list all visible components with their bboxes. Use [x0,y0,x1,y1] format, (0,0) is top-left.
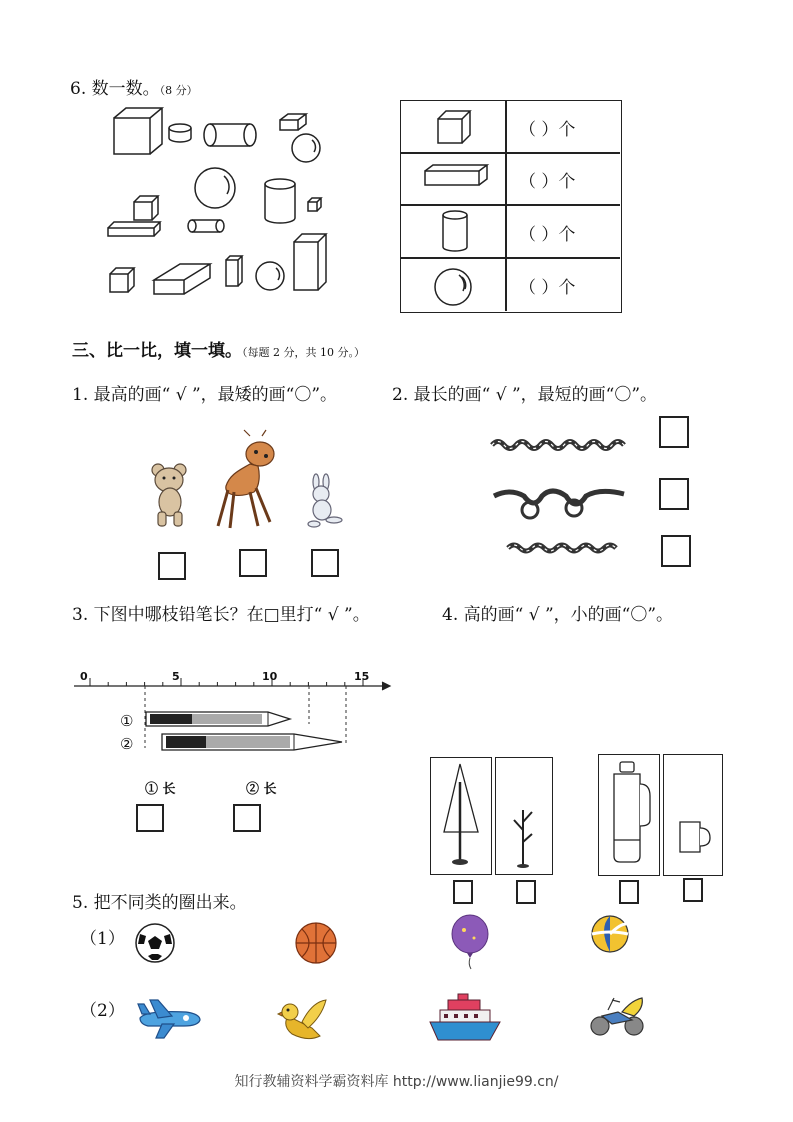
airplane-icon[interactable] [136,996,202,1040]
section6-points: （8 分） [159,84,198,97]
count-answer-cylinder: （ ）个 [519,225,576,245]
volleyball-icon[interactable] [590,914,630,954]
answer-box-tall-tree[interactable] [453,880,473,904]
fawn-icon [210,430,288,530]
question-2: 2. 最长的画“ √ ”，最短的画“〇”。 [392,385,658,405]
section3-points: （每题 2 分，共 10 分。） [242,346,365,359]
question-5: 5. 把不同类的圈出来。 [72,893,247,913]
motorcycle-icon[interactable] [588,994,646,1038]
answer-box-short-tree[interactable] [516,880,536,904]
footer-watermark: 知行教辅资料学霸资料库 http://www.lianjie99.cn/ [234,1074,559,1090]
scattered-shapes [100,100,340,300]
bird-icon[interactable] [278,996,328,1044]
cuboid-icon [294,234,326,290]
answer-label-1: ① 长 [145,782,176,797]
cuboid-icon [280,114,306,130]
count-answer-sphere: （ ）个 [519,278,576,298]
answer-box-rope-1[interactable] [659,416,689,448]
answer-box-pencil-2[interactable] [233,804,261,832]
basketball-icon[interactable] [294,921,338,965]
cube-icon [114,108,162,154]
count-answer-cuboid: （ ）个 [519,172,576,192]
q5-row-1-label: （1） [80,929,125,949]
cuboid-icon [423,163,489,189]
cylinder-icon [188,220,224,232]
cuboid-icon [226,256,242,286]
sphere-icon [256,262,284,290]
ruler-label-15: 15 [354,670,370,683]
pencil-2-icon [162,734,342,750]
count-answer-cube: （ ）个 [519,120,576,140]
soccer-ball-icon[interactable] [134,922,176,964]
q5-row-2-label: （2） [80,1001,125,1021]
question-4: 4. 高的画“ √ ”，小的画“〇”。 [442,605,674,625]
cylinder-icon [169,124,191,142]
pencil-1-icon [146,712,290,726]
section3-title: 三、比一比，填一填。 [72,341,242,361]
answer-box-rope-2[interactable] [659,478,689,510]
cube-icon [308,198,321,211]
rope-knotted-icon [490,480,630,524]
cube-icon [110,268,134,292]
answer-box-cup[interactable] [683,878,703,902]
rabbit-icon [302,474,348,528]
cuboid-icon [154,264,210,294]
ruler-label-10: 10 [262,670,278,683]
cube-icon [436,109,472,145]
short-tree-icon [508,800,538,870]
thermos-icon [608,760,654,866]
cuboid-icon [108,222,160,236]
balloon-icon[interactable] [450,914,490,970]
ruler-label-0: 0 [80,670,88,683]
sphere-icon [195,168,235,208]
answer-label-2: ② 长 [246,782,277,797]
rope-long-icon [488,436,632,454]
count-table [400,100,622,313]
section6-title: 6. 数一数。 [70,79,160,99]
answer-box-fawn[interactable] [239,549,267,577]
cylinder-icon [265,179,295,223]
sphere-icon [292,134,320,162]
answer-box-rabbit[interactable] [311,549,339,577]
question-1: 1. 最高的画“ √ ”，最矮的画“〇”。 [72,385,338,405]
cylinder-icon [441,209,469,253]
answer-box-thermos[interactable] [619,880,639,904]
sphere-icon [433,267,473,307]
question-3: 3. 下图中哪枝铅笔长？在□里打“ √ ”。 [72,605,370,625]
pencil-label-1: ① [120,712,134,730]
pencil-label-2: ② [120,735,134,753]
answer-box-bear[interactable] [158,552,186,580]
cube-icon [134,196,158,220]
tall-tree-icon [438,762,484,870]
answer-box-pencil-1[interactable] [136,804,164,832]
cylinder-icon [204,124,256,146]
ship-icon[interactable] [428,992,502,1044]
rope-short-icon [504,540,624,556]
bear-icon [148,462,192,528]
answer-box-rope-3[interactable] [661,535,691,567]
cup-frame [663,754,723,876]
cup-icon [678,818,712,856]
ruler-label-5: 5 [172,670,180,683]
